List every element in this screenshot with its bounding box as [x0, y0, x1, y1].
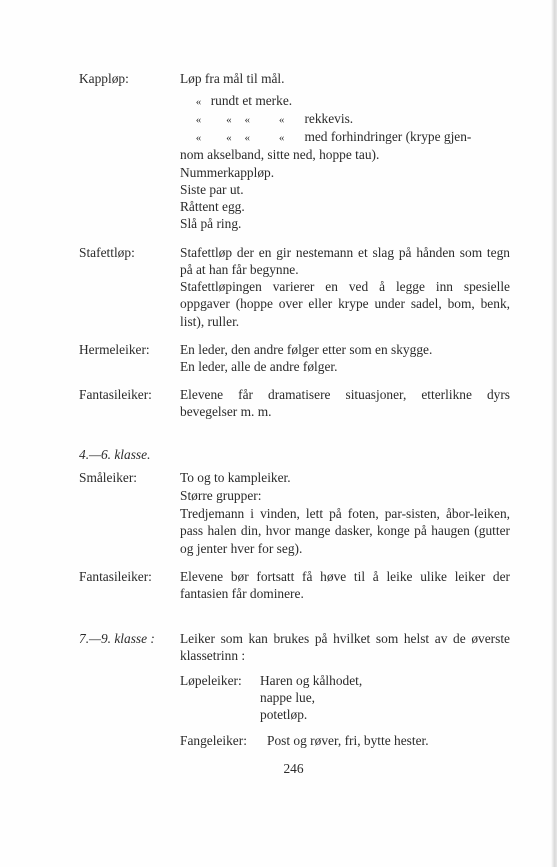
lopeleiker-item-2: nappe lue,	[260, 690, 316, 705]
kapplop-line-2-text: rundt et merke.	[210, 93, 293, 108]
smaleiker-line-1: To og to kampleiker.	[180, 470, 291, 485]
kapplop-line-5: nom akselband, sitte ned, hoppe tau).	[180, 147, 380, 162]
ditto-mark: «	[278, 114, 285, 126]
kapplop-line-4	[193, 128, 471, 147]
lopeleiker-item-1: Haren og kålhodet,	[260, 673, 363, 688]
label-smaleiker: Småleiker:	[79, 470, 138, 485]
kapplop-line-3-text: rekkevis.	[304, 111, 354, 126]
ditto-mark: «	[195, 96, 202, 108]
kapplop-line-7: Siste par ut.	[180, 182, 244, 197]
ditto-mark: «	[195, 132, 202, 144]
kapplop-line-9: Slå på ring.	[180, 216, 242, 231]
fangeleiker-text: Post og røver, fri, bytte hester.	[267, 733, 429, 748]
label-stafettlop: Stafettløp:	[79, 245, 135, 260]
ditto-mark: «	[226, 132, 232, 144]
stafettlop-para-2: Stafettløpingen varierer en ved å legge inn spesielle oppgaver (hoppe over eller krype under sadel, bom, benk, list), ruller.	[180, 279, 510, 329]
label-hermeleiker: Hermeleiker:	[79, 342, 150, 357]
grade-heading-4-6: 4.—6. klasse.	[79, 447, 151, 462]
hermeleiker-line-1: En leder, den andre følger etter som en skygge.	[180, 342, 433, 357]
stafettlop-para-1: Stafettløp der en gir nestemann et slag på hånden som tegn på at han får begynne.	[180, 245, 510, 278]
ditto-mark: «	[244, 132, 250, 144]
kapplop-line-8: Råttent egg.	[180, 199, 245, 214]
page-edge-shadow	[551, 0, 557, 867]
label-fantasileiker: Fantasileiker:	[79, 387, 152, 402]
lopeleiker-item-3: potetløp.	[260, 707, 308, 722]
ditto-mark: «	[195, 114, 202, 126]
kapplop-line-4-text: med forhindringer (krype gjen-	[304, 129, 472, 144]
kapplop-line-3	[193, 110, 353, 129]
label-lopeleiker: Løpeleiker:	[180, 673, 242, 688]
label-fangeleiker: Fangeleiker:	[180, 733, 247, 748]
fantasileiker-2-text: Elevene bør fortsatt få høve til å leike ulike leiker der fantasien får dominere.	[180, 569, 510, 602]
kapplop-line-2	[193, 92, 292, 111]
fantasileiker-text: Elevene får dramatisere situasjoner, etterlikne dyrs bevegelser m. m.	[180, 387, 510, 420]
smaleiker-line-2: Større grupper:	[180, 488, 262, 503]
hermeleiker-line-2: En leder, alle de andre følger.	[180, 359, 338, 374]
smaleiker-para: Tredjemann i vinden, lett på foten, par-sisten, åbor-leiken, pass halen din, hvor mange dasker, konge på haugen (gutter og jenter hver for seg).	[180, 506, 510, 556]
grade-7-9-text: Leiker som kan brukes på hvilket som helst av de øverste klassetrinn :	[180, 631, 510, 664]
label-kapplop: Kappløp:	[79, 71, 129, 86]
grade-heading-7-9: 7.—9. klasse :	[79, 631, 155, 646]
kapplop-line-6: Nummerkappløp.	[180, 165, 275, 180]
ditto-mark: «	[278, 132, 285, 144]
kapplop-line-1: Løp fra mål til mål.	[180, 71, 285, 86]
ditto-mark: «	[244, 114, 250, 126]
page-number: 246	[283, 761, 304, 776]
label-fantasileiker-2: Fantasileiker:	[79, 569, 152, 584]
ditto-mark: «	[226, 114, 232, 126]
